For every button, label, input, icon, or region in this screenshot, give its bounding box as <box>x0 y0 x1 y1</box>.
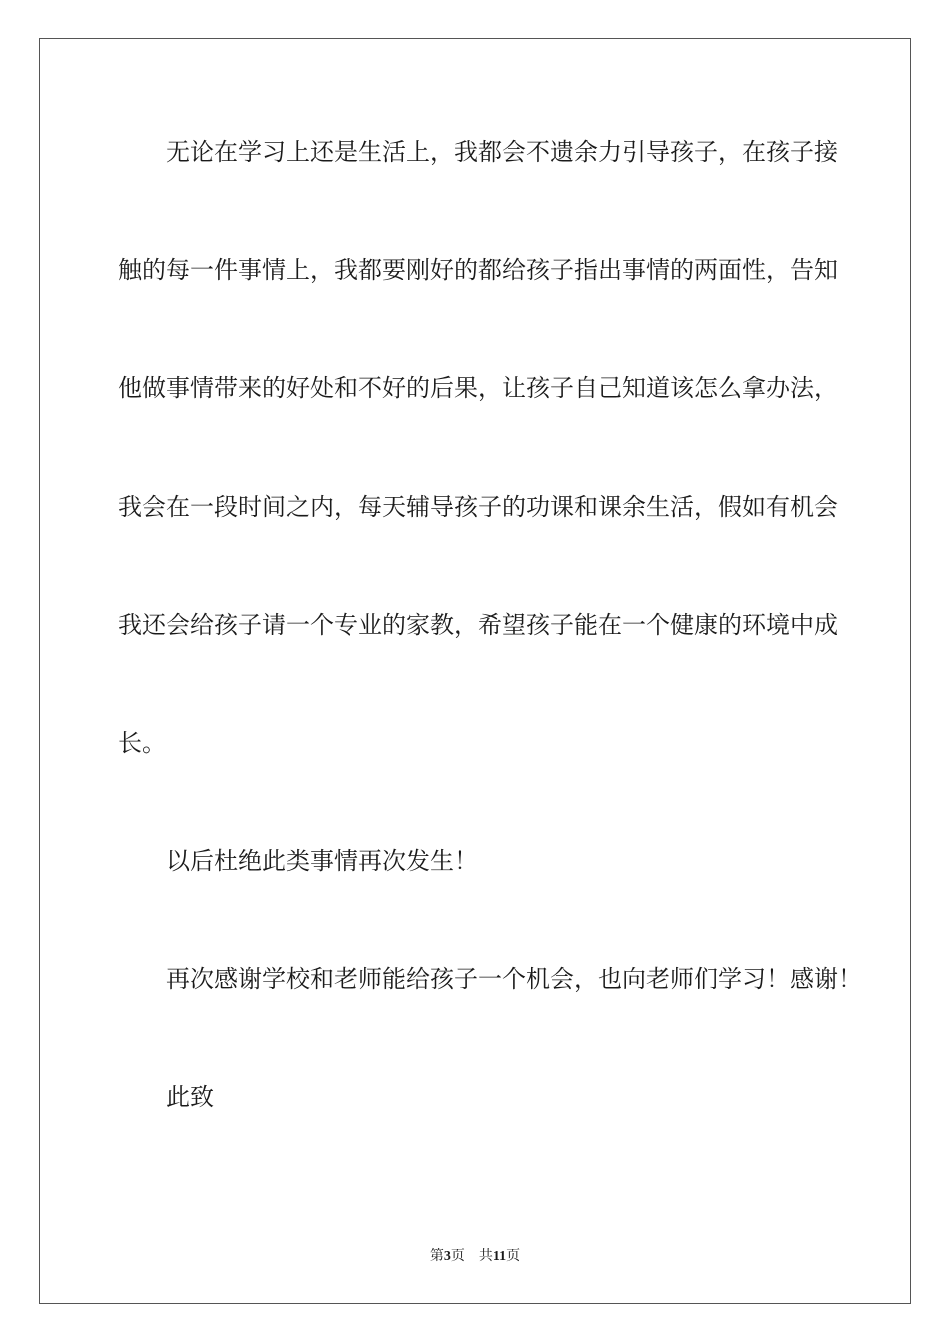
footer-page-suffix: 页 <box>450 1249 465 1264</box>
page-footer <box>0 1248 950 1266</box>
paragraph-thanks: 再次感谢学校和老师能给孩子一个机会，也向老师们学习！感谢！ <box>166 965 862 993</box>
closing-salutation: 此致 <box>166 1083 214 1111</box>
paragraph-line-4: 我 会 在 一 段 时 间 之 内 ， 每 天 辅 导 孩 子 的 功 课 和 课 余 生 活 ， 假 如 有 机 会 <box>118 493 838 521</box>
paragraph-line-2: 触 的 每 一 件 事 情 上 ， 我 都 要 刚 好 的 都 给 孩 子 指 出 事 情 的 两 面 性 ， 告 知 <box>118 256 838 284</box>
footer-total-suffix: 页 <box>506 1249 521 1264</box>
paragraph-line-6: 长。 <box>118 729 166 757</box>
footer-total-prefix: 共 <box>478 1249 493 1264</box>
page-border <box>39 38 911 1304</box>
footer-page-prefix: 第 <box>429 1249 444 1264</box>
paragraph-line-3: 他 做 事 情 带 来 的 好 处 和 不 好 的 后 果 ， 让 孩 子 自 己 知 道 该 怎 么 拿 办 法 ， <box>118 374 838 402</box>
footer-total-pages: 11 <box>492 1249 507 1264</box>
paragraph-line-5: 我 还 会 给 孩 子 请 一 个 专 业 的 家 教 ， 希 望 孩 子 能 在 一 个 健 康 的 环 境 中 成 <box>118 611 838 639</box>
footer-page-number: 3 <box>443 1249 451 1264</box>
paragraph-statement: 以后杜绝此类事情再次发生！ <box>166 847 478 875</box>
paragraph-line-1: 无 论 在 学 习 上 还 是 生 活 上 ， 我 都 会 不 遗 余 力 引 导 孩 子 ， 在 孩 子 接 <box>166 138 838 166</box>
